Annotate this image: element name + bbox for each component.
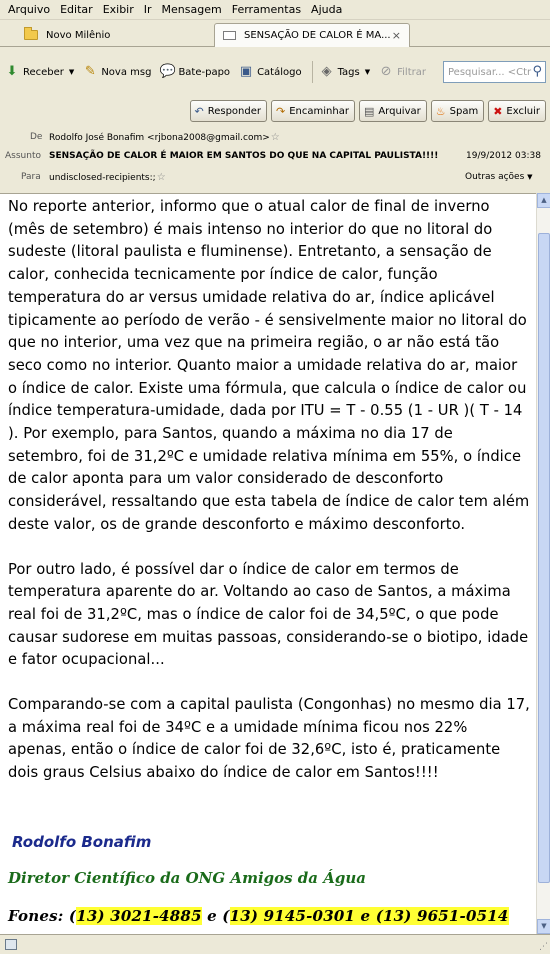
menu-ferramentas[interactable]: Ferramentas <box>231 3 302 16</box>
signature-role: Diretor Científico da ONG Amigos da Água <box>8 869 366 887</box>
message-actions <box>186 100 547 122</box>
chevron-down-icon[interactable]: ▼ <box>68 68 75 76</box>
subject-label: Assunto <box>5 151 41 161</box>
menu-ir[interactable]: Ir <box>143 3 152 16</box>
filter-button[interactable] <box>378 64 426 80</box>
reply-label: Responder <box>207 105 261 117</box>
status-bar <box>0 934 550 954</box>
resize-grip-icon[interactable]: ⋰ <box>539 942 548 952</box>
spam-label: Spam <box>449 105 479 117</box>
chat-bubble-icon: 💬 <box>159 64 176 79</box>
tags-button[interactable] <box>319 64 371 80</box>
search-input[interactable] <box>443 61 546 83</box>
delete-button[interactable] <box>488 100 546 122</box>
body-paragraph: No reporte anterior, informo que o atual calor de final de inverno (mês de setembro) é mais intenso no interior do que no litoral do sudeste (litoral paulista e fluminense). Entretanto, a sensação de calor, conhecida tecnicamente por índice de calor, função temperatura do ar versus umidade relativa do ar, índice aplicável tipicamente ao período de verão - é sensivelmente maior no litoral do que no interior, uma vez que na primeira região, o ar não está tão seco como no interior. Quanto maior a umidade relativa do ar, maior o índice de calor. Existe uma fórmula, que calcula o índice de calor ou índice temperatura-umidade, dada por ITU = T - 0.55 (1 - UR )( T - 14 ). Por exemplo, para Santos, quando a máxima no dia 17 de setembro, foi de 31,2ºC e umidade relativa mínima em 55%, o índice de calor aponta para um valor considerado de desconforto considerável, ressaltando que esta tabela de índice de calor tem além deste valor, os de grande desconforto e máximo desconforto. <box>8 198 530 533</box>
pencil-icon: ✎ <box>84 64 96 79</box>
online-status-icon[interactable] <box>5 939 17 950</box>
from-value[interactable]: Rodolfo José Bonafim <rjbona2008@gmail.com>☆ <box>49 132 280 143</box>
toolbar-separator <box>312 61 313 83</box>
delete-label: Excluir <box>506 105 540 117</box>
to-label: Para <box>21 172 41 182</box>
signature-phones: Fones: (13) 3021-4885 e (13) 9145-0301 e (13) 9651-0514 <box>8 907 509 925</box>
tab-novo-milenio[interactable] <box>16 23 212 47</box>
reply-icon: ↶ <box>194 104 204 118</box>
scroll-down-arrow-icon[interactable]: ▼ <box>537 919 550 934</box>
star-icon[interactable]: ☆ <box>156 172 166 183</box>
tab-bar <box>0 20 550 47</box>
menu-editar[interactable]: Editar <box>60 3 93 16</box>
tab-label: SENSAÇÃO DE CALOR É MA... <box>244 30 391 41</box>
download-icon: ⬇ <box>6 64 18 79</box>
forward-button[interactable] <box>271 100 355 122</box>
menu-mensagem[interactable]: Mensagem <box>161 3 222 16</box>
chevron-down-icon: ▼ <box>527 173 533 181</box>
body-paragraph: Comparando-se com a capital paulista (Congonhas) no mesmo dia 17, a máxima real foi de 34ºC e a umidade mínima ficou nos 22% apenas, então o índice de calor foi de 32,6ºC, isto é, praticamente dois graus Celsius abaixo do índice de calor em Santos!!!! <box>8 696 530 782</box>
signature-name: Rodolfo Bonafim <box>12 833 152 851</box>
filter-icon: ⊘ <box>380 64 392 79</box>
folder-icon <box>24 30 38 40</box>
phone-number: 13) 3021-4885 <box>76 907 202 925</box>
scroll-up-arrow-icon[interactable]: ▲ <box>537 193 550 208</box>
tag-icon: ◈ <box>321 64 332 79</box>
scrollbar-thumb[interactable] <box>538 233 550 883</box>
address-book-icon: ▣ <box>239 64 253 79</box>
message-header <box>0 94 550 191</box>
subject-value: SENSAÇÃO DE CALOR É MAIOR EM SANTOS DO QUE NA CAPITAL PAULISTA!!!! <box>49 151 439 161</box>
menu-bar <box>0 0 550 20</box>
message-date: 19/9/2012 03:38 <box>466 151 541 161</box>
star-icon[interactable]: ☆ <box>270 132 280 143</box>
phone-number: 13) 9145-0301 e (13) 9651-0514 <box>229 907 509 925</box>
tab-message[interactable] <box>214 23 410 47</box>
menu-exibir[interactable]: Exibir <box>102 3 134 16</box>
from-label: De <box>30 132 43 142</box>
address-book-label: Catálogo <box>257 66 302 78</box>
menu-ajuda[interactable]: Ajuda <box>311 3 343 16</box>
vertical-scrollbar[interactable] <box>536 193 550 934</box>
new-message-label: Nova msg <box>101 66 152 78</box>
message-body <box>0 193 536 934</box>
filter-label: Filtrar <box>397 66 426 78</box>
archive-button[interactable] <box>359 100 427 122</box>
menu-arquivo[interactable]: Arquivo <box>8 3 51 16</box>
forward-icon: ↷ <box>276 104 286 118</box>
address-book-button[interactable] <box>238 64 302 80</box>
chevron-down-icon: ▼ <box>364 68 371 76</box>
tags-label: Tags <box>337 66 360 78</box>
flame-icon: ♨ <box>435 104 446 118</box>
reply-button[interactable] <box>190 100 268 122</box>
delete-icon: ✖ <box>493 104 503 118</box>
tab-label: Novo Milênio <box>46 29 111 41</box>
receive-button[interactable] <box>4 64 74 80</box>
chat-label: Bate-papo <box>178 66 231 78</box>
search-icon[interactable]: ⚲ <box>532 64 542 79</box>
archive-label: Arquivar <box>378 105 421 117</box>
spam-button[interactable] <box>431 100 484 122</box>
chat-button[interactable] <box>159 64 230 80</box>
forward-label: Encaminhar <box>289 105 349 117</box>
archive-icon: ▤ <box>363 104 375 118</box>
search-placeholder: Pesquisar... <Ctr <box>448 66 532 78</box>
body-paragraph: Por outro lado, é possível dar o índice de calor em termos de temperatura aparente do ar. Voltando ao caso de Santos, a máxima real foi de 31,2ºC, mas o índice de calor foi de 34,5ºC, o que pode causar sudorese em muitas passoas, considerando-se o biotipo, idade e fator ocupacional... <box>8 560 529 669</box>
to-value[interactable]: undisclosed-recipients:;☆ <box>49 172 166 183</box>
new-message-button[interactable] <box>82 64 151 80</box>
other-actions-menu[interactable]: Outras ações ▼ <box>465 172 533 182</box>
close-icon[interactable]: × <box>391 29 401 42</box>
envelope-icon <box>223 31 236 40</box>
receive-label: Receber <box>23 66 64 78</box>
